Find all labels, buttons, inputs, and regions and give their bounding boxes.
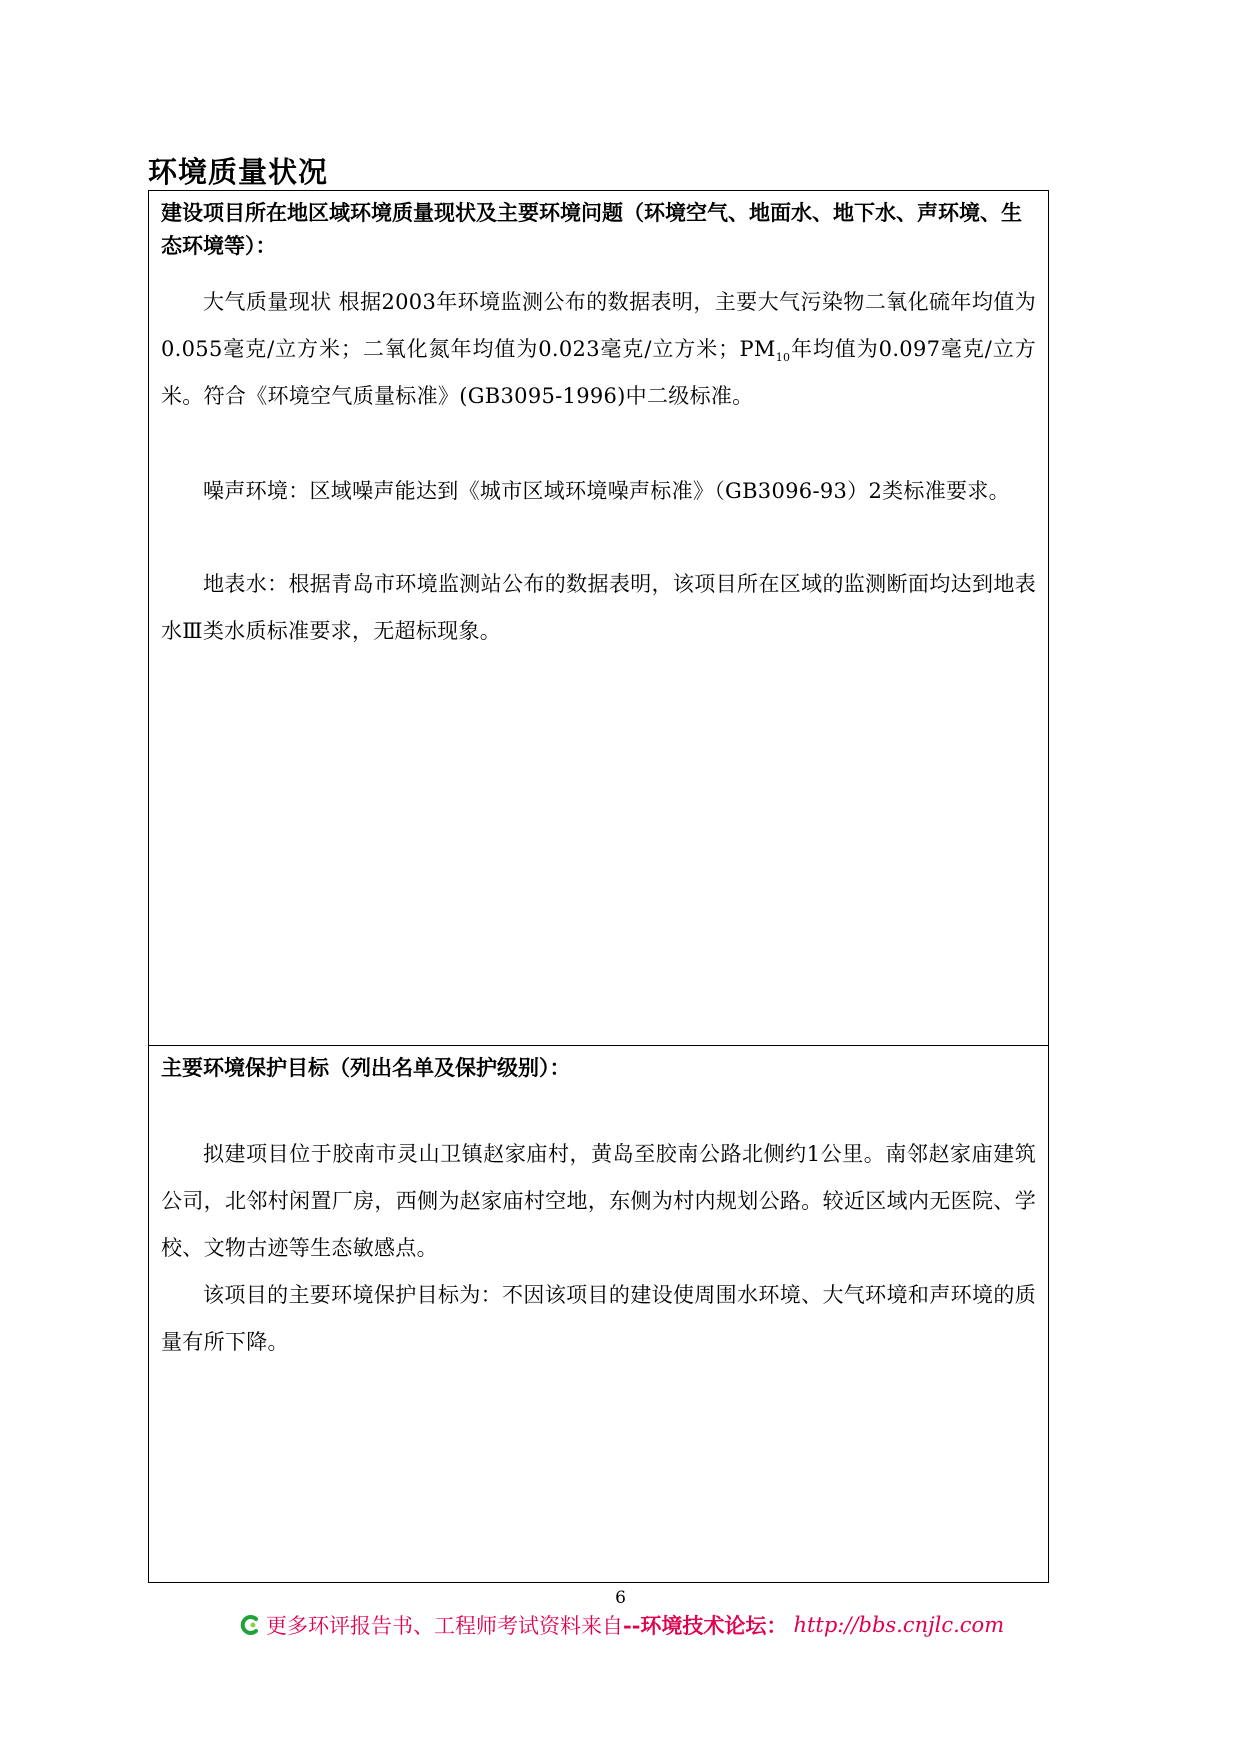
section-heading: 建设项目所在地区域环境质量现状及主要环境问题（环境空气、地面水、地下水、声环境、生态环境等）： [161,201,1022,258]
air-quality-text-cont: 年均值为0.097毫克/立方米。符合《环境空气质量标准》(GB3095-1996)中二级标准。 [161,337,1036,408]
footer-prefix: 更多环评报告书、工程师考试资料来自 [266,1614,623,1638]
protection-targets-section [149,1046,1048,1582]
protection-target-paragraph: 该项目的主要环境保护目标为：不因该项目的建设使周围水环境、大气环境和声环境的质量有所下降。 [161,1283,1036,1354]
footer-banner [238,1610,1004,1640]
report-table [148,190,1049,1583]
pm-subscript: 10 [775,351,791,365]
section-heading: 主要环境保护目标（列出名单及保护级别）： [161,1056,571,1080]
page-title: 环境质量状况 [148,155,329,189]
location-paragraph: 拟建项目位于胶南市灵山卫镇赵家庙村，黄岛至胶南公路北侧约1公里。南邻赵家庙建筑公司，北邻村闲置厂房，西侧为赵家庙村空地，东侧为村内规划公路。较近区域内无医院、学校、文物古迹等生态敏感点。 [161,1142,1036,1260]
page-number: 6 [615,1588,626,1608]
surface-water-paragraph: 地表水：根据青岛市环境监测站公布的数据表明，该项目所在区域的监测断面均达到地表水Ⅲ类水质标准要求，无超标现象。 [161,572,1036,643]
green-c-logo-icon [238,1613,262,1637]
footer-url-link[interactable]: http://bbs.cnjlc.com [793,1613,1005,1637]
environment-quality-section [149,191,1048,1046]
air-quality-text: 大气质量现状 根据2003年环境监测公布的数据表明，主要大气污染物二氧化硫年均值为0.055毫克/立方米；二氧化氮年均值为0.023毫克/立方米；PM [161,290,1036,361]
footer-site-name: --环境技术论坛： [623,1613,788,1638]
noise-paragraph: 噪声环境：区域噪声能达到《城市区域环境噪声标准》（GB3096-93）2类标准要求。 [203,479,1010,503]
air-quality-paragraph [161,279,1036,420]
